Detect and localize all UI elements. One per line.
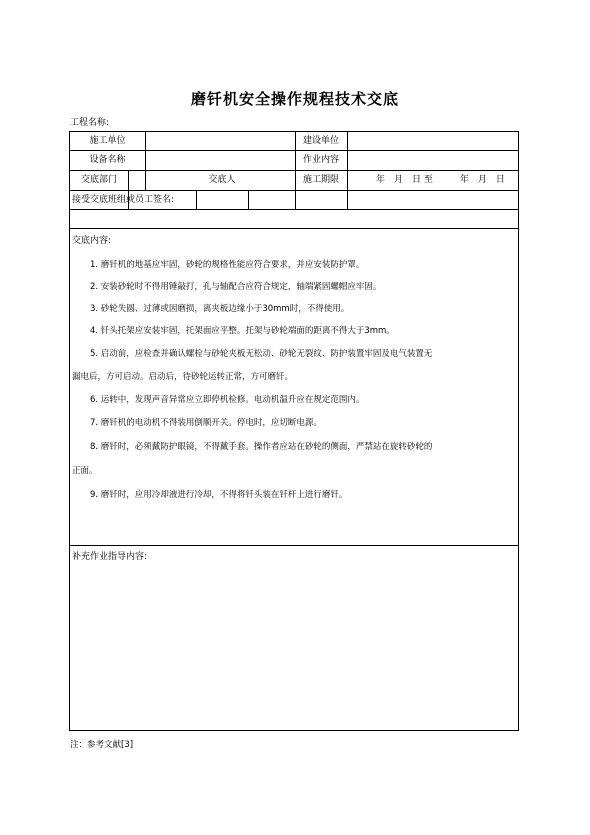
content-label: 交底内容:	[72, 236, 112, 246]
content-item: 2. 安装砂轮时不得用锤敲打，孔与轴配合应符合规定，轴端紧固螺帽应牢固。	[90, 282, 382, 292]
receiver-signature-label: 接受交底班组或员工签名:	[72, 195, 175, 205]
content-item: 1. 磨钎机的地基应牢固，砂轮的规格性能应符合要求，并应安装防护罩。	[90, 260, 365, 270]
dept-value[interactable]	[128, 170, 196, 190]
content-item: 5. 启动前，应检查并确认螺栓与砂轮夹板无松动、砂轮无裂纹、防护装置牢固及电气装置无	[90, 349, 433, 359]
period-value[interactable]: 年 月 日 至 年 月 日	[376, 175, 505, 185]
page-title: 磨钎机安全操作规程技术交底	[190, 90, 399, 108]
content-item: 6. 运转中，发现声音异常应立即停机检修。电动机温升应在规定范围内。	[90, 395, 365, 405]
content-item: 8. 磨钎时，必须戴防护眼镜，不得戴手套。操作者应站在砂轮的侧面，严禁站在旋转砂轮的	[90, 442, 433, 452]
person-label: 交底人	[208, 175, 236, 185]
build-unit-value[interactable]	[347, 132, 519, 150]
row-divider	[70, 545, 518, 546]
build-unit-label: 建设单位	[302, 136, 339, 146]
supplement-label: 补充作业指导内容:	[72, 552, 148, 562]
work-content-label: 作业内容	[302, 155, 339, 165]
project-name-label: 工程名称:	[70, 118, 110, 128]
person-value[interactable]	[248, 170, 295, 190]
period-label: 施工期限	[302, 175, 339, 185]
content-item: 3. 砂轮失圆、过薄或因磨损，离夹板边缘小于30mm时，不得使用。	[90, 304, 350, 314]
dept-label: 交底部门	[80, 175, 117, 185]
row-divider	[70, 190, 518, 191]
col-divider	[248, 190, 249, 209]
supplement-area[interactable]	[70, 567, 518, 730]
equipment-name-label: 设备名称	[89, 155, 126, 165]
equipment-name-value[interactable]	[145, 150, 295, 170]
reference-note: 注：参考文献[3]	[70, 740, 134, 750]
construction-unit-label: 施工单位	[89, 136, 126, 146]
row-divider	[70, 209, 518, 210]
construction-unit-value[interactable]	[145, 132, 295, 150]
row-divider	[70, 228, 518, 229]
col-divider	[196, 190, 197, 209]
content-item: 4. 钎头托架应安装牢固，托架面应平整。托架与砂轮端面的距离不得大于3mm。	[90, 326, 395, 336]
disclosure-form	[69, 131, 519, 731]
content-item: 7. 磨钎机的电动机不得装用倒顺开关。停电时，应切断电源。	[90, 418, 322, 428]
content-item-continuation: 正面。	[72, 466, 98, 476]
work-content-value[interactable]	[347, 150, 519, 170]
content-item-continuation: 漏电后，方可启动。启动后，待砂轮运转正常，方可磨钎。	[72, 372, 294, 382]
content-item: 9. 磨钎时，应用冷却液进行冷却，不得将钎头装在钎杆上进行磨钎。	[90, 490, 348, 500]
